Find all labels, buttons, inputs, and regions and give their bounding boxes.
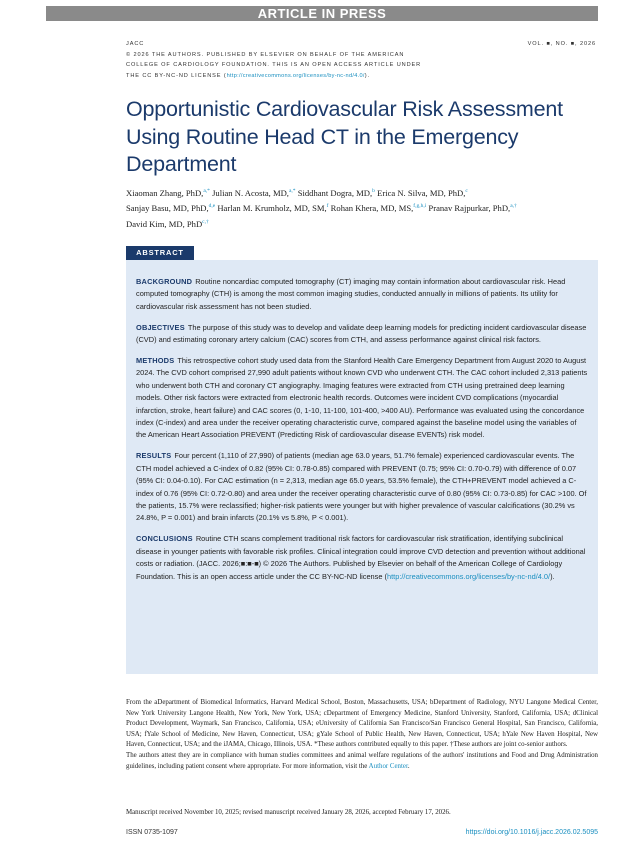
abstract-methods: METHODS This retrospective cohort study used data from the Stanford Health Care Emergency Department from August 2020 to August 2024. The CVD cohort comprised 27,990 adult patients without known CVD who underwent CTH. The CAC cohort included 2,313 patients who underwent both CTH and coronary CT angiography. Imaging features were extracted from CTH using pretrained deep learning models. Other risk factors were extracted from electronic health records. Outcomes were incident CVD complications (myocardial infarction, stroke, heart failure) and CAC scores (0, 1-10, 11-100, 101-400, >400 AU). Performance was evaluated using the concordance index (C-index) and area under the receiver operating characteristic curve, compared against the baseline model using the variables of the American Heart Association PREVENT (Predicting Risk of cardiovascular disease EVENTs) risk model. <box>136 356 588 440</box>
license-link[interactable]: http://creativecommons.org/licenses/by-nc-nd/4.0/ <box>226 72 365 79</box>
author: Sanjay Basu, MD, PhD,$^{d,e}$ <box>126 203 216 214</box>
author: Julian N. Acosta, MD,$^{a,*}$ <box>212 187 296 198</box>
journal-meta <box>126 39 566 81</box>
footnote-affiliations: From the aDepartment of Biomedical Informatics, Harvard Medical School, Boston, Massachusetts, USA; bDepartment of Radiology, NYU Langone Medical Center, New York University Langone Health, New York, New York, USA; cDepartment of Emergency Medicine, Stanford University, Stanford, California, USA; dClinical Product Development, Waymark, San Francisco, California, USA; eUniversity of California San Francisco/San Francisco General Hospital, San Francisco, California, USA; fYale School of Medicine, New Haven, Connecticut, USA; gYale School of Public Health, New Haven, Connecticut, USA; hYale New Haven Hospital, New Haven, Connecticut, USA; and the iJAMA, Chicago, Illinois, USA. *These authors contributed equally to this paper. †These authors are joint co-senior authors. <box>126 699 598 749</box>
abstract-background: BACKGROUND Routine noncardiac computed tomography (CT) imaging may contain information about cardiovascular risk. Head computed tomography (CTH) is among the most common imaging studies, conducted annually in millions of patients. Its utility for cardiovascular risk assessment has not been studied. <box>136 277 566 311</box>
footnote-attestation: The authors attest they are in compliance with human studies committees and animal welfare regulations of the authors' institutions and Food and Drug Administration guidelines, including patient consent where appropriate. For more information, visit the Author Center. <box>126 751 598 770</box>
article-in-press-banner: ARTICLE IN PRESS <box>46 6 598 21</box>
footnotes <box>126 698 598 772</box>
abstract-results: RESULTS Four percent (1,110 of 27,990) of patients (median age 63.0 years, 51.7% female) experienced cardiovascular events. The CTH model achieved a C-index of 0.82 (95% CI: 0.78-0.85) compared with PREVENT (0.75; 95% CI: 0.70-0.79) with difference of 0.07 (95% CI: 0.04-0.10). For CAC estimation (n = 2,313, median age 65.0 years, 53.5% female), the CTH+PREVENT model achieved a C-index of 0.76 (95% CI: 0.72-0.80) and area under the receiver operating characteristic curve of 0.80 (95% CI: 0.73-0.85) for CAC >100. Of the patients, 15.7% were reclassified; higher-risk patients were younger but with higher prevalence of vascular calcifications (30.2% vs 24.8%, P = 0.001) and brain infarcts (20.1% vs 5.8%, P < 0.001). <box>136 451 587 523</box>
journal-name: JACC <box>126 41 145 47</box>
abstract-label: ABSTRACT <box>126 246 194 260</box>
abstract-box <box>126 260 598 674</box>
copyright-line-1: © 2026 THE AUTHORS. PUBLISHED BY ELSEVIER ON BEHALF OF THE AMERICAN <box>126 51 405 58</box>
author: Rohan Khera, MD, MS,$^{f,g,h,i}$ <box>330 203 427 214</box>
article-title: Opportunistic Cardiovascular Risk Assessment Using Routine Head CT in the Emergency Department <box>126 97 563 176</box>
author-center-link[interactable]: Author Center <box>368 762 408 770</box>
author: Pranav Rajpurkar, PhD,$^{a,\dagger}$ <box>428 203 517 214</box>
author: David Kim, MD, PhD$^{c,\dagger}$ <box>126 218 209 229</box>
copyright-line-2: COLLEGE OF CARDIOLOGY FOUNDATION. THIS IS AN OPEN ACCESS ARTICLE UNDER <box>126 62 422 68</box>
author: Siddhant Dogra, MD,$^b$ <box>297 187 375 198</box>
abstract-license-link[interactable]: http://creativecommons.org/licenses/by-nc-nd/4.0/ <box>387 571 551 581</box>
author: Erica N. Silva, MD, PhD,$^c$ <box>377 187 468 198</box>
author-list <box>126 185 596 231</box>
volume-info: VOL. ■, NO. ■, 2026 <box>527 41 596 47</box>
doi-link[interactable]: https://doi.org/10.1016/j.jacc.2026.02.5095 <box>465 829 598 836</box>
license-line: THE CC BY-NC-ND LICENSE (http://creativecommons.org/licenses/by-nc-nd/4.0/). <box>126 72 370 79</box>
abstract-objectives: OBJECTIVES The purpose of this study was to develop and validate deep learning models for predicting incident cardiovascular disease (CVD) and estimating coronary artery calcium (CAC) scores from CTH, and assess performance against clinical risk factors. <box>136 322 587 345</box>
author: Harlan M. Krumholz, MD, SM,$^f$ <box>217 203 329 214</box>
abstract-conclusions: CONCLUSIONS Routine CTH scans complement traditional risk factors for cardiovascular risk stratification, identifying subclinical disease in younger patients with favorable risk profiles. Clinical integration could improve CVD detection and prevention without additional costs or radiation. (JACC. 2026;■:■-■) © 2026 The Authors. Published by Elsevier on behalf of the American College of Cardiology Foundation. This is an open access article under the CC BY-NC-ND license (http://creativecommons.org/licenses/by-nc-nd/4.0/). <box>136 534 586 581</box>
issn: ISSN 0735-1097 <box>126 829 178 836</box>
author: Xiaoman Zhang, PhD,$^{a,*}$ <box>126 187 210 198</box>
manuscript-dates: Manuscript received November 10, 2025; revised manuscript received January 28, 2026, accepted February 17, 2026. <box>126 809 451 816</box>
